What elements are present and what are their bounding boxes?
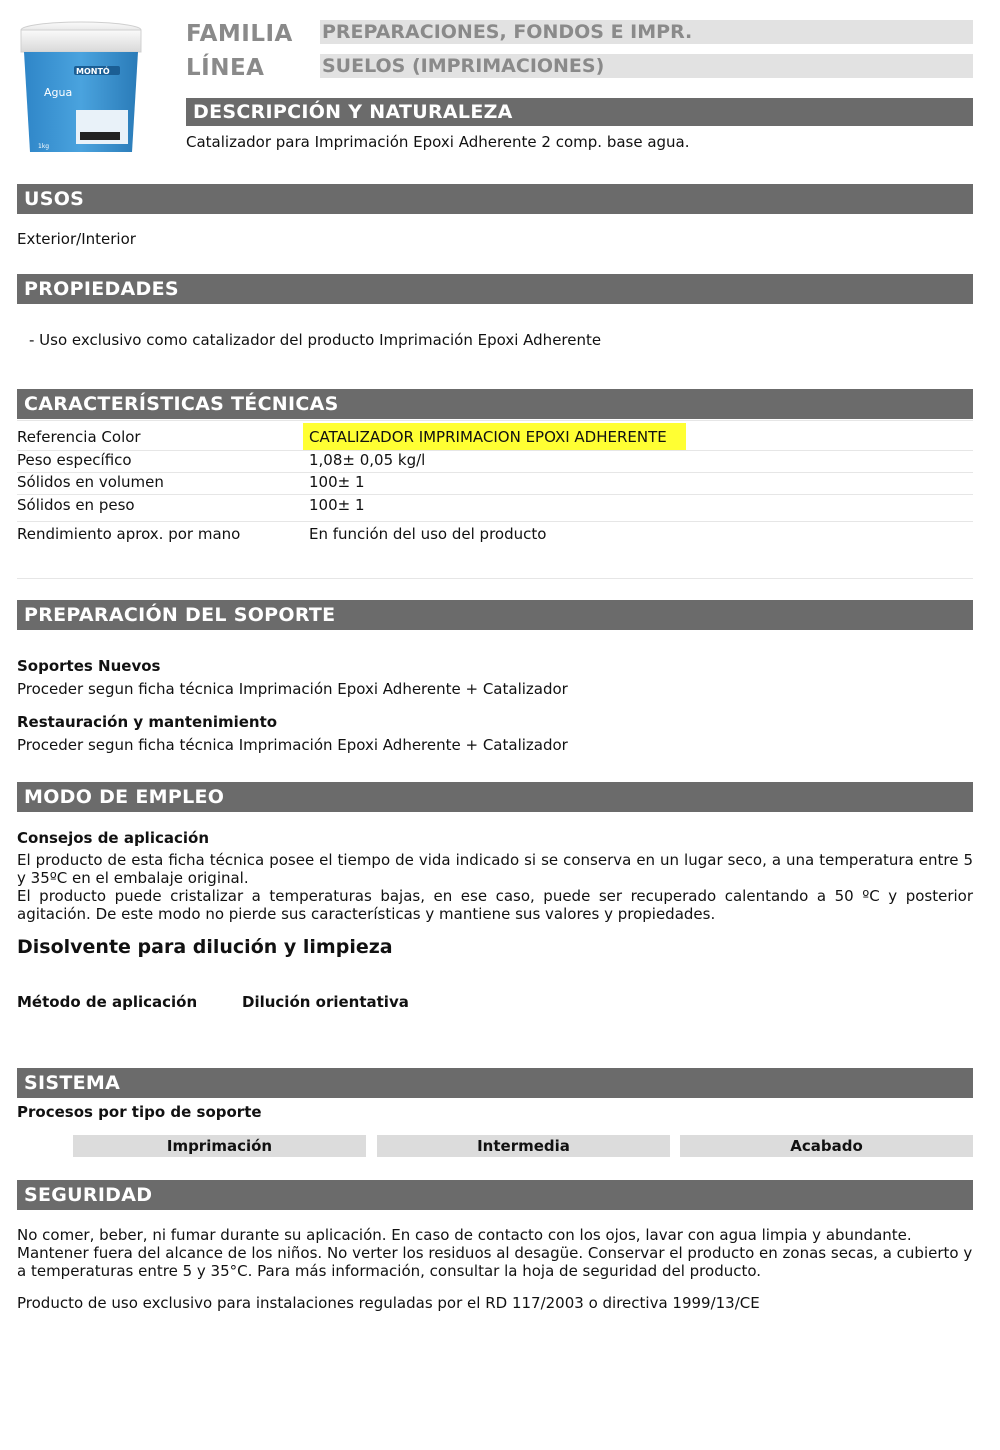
sistema-col-imprimacion: Imprimación	[73, 1135, 366, 1157]
size-text: 1kg	[38, 143, 50, 150]
seguridad-text-1: No comer, beber, ni fumar durante su aplicación. En caso de contacto con los ojos, lavar con agua limpia y abundante. Mantener fuera del alcance de los niños. No verter los residuos al desagüe. Conservar el producto en zonas secas, a cubierto y a temperaturas entre 5 y 35°C. Para más información, consultar la hoja de seguridad del producto.	[17, 1226, 973, 1280]
row-divider	[17, 521, 973, 522]
descripcion-text: Catalizador para Imprimación Epoxi Adherente 2 comp. base agua.	[186, 133, 690, 151]
modo-empleo-heading: MODO DE EMPLEO	[17, 782, 973, 812]
peso-especifico-value: 1,08± 0,05 kg/l	[309, 451, 426, 469]
seguridad-text-2: Producto de uso exclusivo para instalaciones reguladas por el RD 117/2003 o directiva 1999/13/CE	[17, 1294, 760, 1312]
soportes-nuevos-title: Soportes Nuevos	[17, 657, 161, 675]
restauracion-title: Restauración y mantenimiento	[17, 713, 278, 731]
consejos-text-2: El producto puede cristalizar a temperaturas bajas, en ese caso, puede ser recuperado calentando a 50 ºC y posterior agitación. De este modo no pierde sus características y mantiene sus valores y propiedades.	[17, 887, 973, 923]
label-text: Agua	[44, 86, 73, 99]
sistema-heading: SISTEMA	[17, 1068, 973, 1098]
familia-value: PREPARACIONES, FONDOS E IMPR.	[320, 20, 973, 44]
ref-color-value: CATALIZADOR IMPRIMACION EPOXI ADHERENTE	[309, 428, 667, 446]
linea-label: LÍNEA	[186, 55, 265, 81]
paint-bucket-icon	[14, 20, 148, 160]
solidos-volumen-value: 100± 1	[309, 473, 365, 491]
disolvente-title: Disolvente para dilución y limpieza	[17, 936, 393, 958]
sistema-col-acabado: Acabado	[680, 1135, 973, 1157]
solidos-peso-label: Sólidos en peso	[17, 496, 135, 514]
familia-label: FAMILIA	[186, 21, 293, 47]
peso-especifico-label: Peso específico	[17, 451, 132, 469]
caracteristicas-heading: CARACTERÍSTICAS TÉCNICAS	[17, 389, 973, 419]
row-divider	[17, 420, 973, 421]
procesos-title: Procesos por tipo de soporte	[17, 1103, 262, 1121]
descripcion-heading: DESCRIPCIÓN Y NATURALEZA	[186, 98, 973, 126]
propiedades-heading: PROPIEDADES	[17, 274, 973, 304]
dilucion-label: Dilución orientativa	[242, 993, 409, 1011]
row-divider	[17, 578, 973, 579]
rendimiento-value: En función del uso del producto	[309, 525, 547, 543]
row-divider	[17, 450, 973, 451]
usos-text: Exterior/Interior	[17, 230, 136, 248]
sistema-col-intermedia: Intermedia	[377, 1135, 670, 1157]
metodo-aplicacion-label: Método de aplicación	[17, 993, 198, 1011]
rendimiento-label: Rendimiento aprox. por mano	[17, 525, 241, 543]
row-divider	[17, 494, 973, 495]
consejos-text-1: El producto de esta ficha técnica posee el tiempo de vida indicado si se conserva en un lugar seco, a una temperatura entre 5 y 35ºC en el embalaje original.	[17, 851, 973, 887]
seguridad-heading: SEGURIDAD	[17, 1180, 973, 1210]
restauracion-text: Proceder segun ficha técnica Imprimación Epoxi Adherente + Catalizador	[17, 736, 568, 754]
soportes-nuevos-text: Proceder segun ficha técnica Imprimación Epoxi Adherente + Catalizador	[17, 680, 568, 698]
brand-text: MONTÓ	[76, 67, 110, 76]
ref-color-label: Referencia Color	[17, 428, 141, 446]
propiedades-text: - Uso exclusivo como catalizador del producto Imprimación Epoxi Adherente	[29, 331, 602, 349]
solidos-volumen-label: Sólidos en volumen	[17, 473, 164, 491]
product-image	[14, 20, 148, 160]
consejos-title: Consejos de aplicación	[17, 829, 209, 847]
solidos-peso-value: 100± 1	[309, 496, 365, 514]
linea-value: SUELOS (IMPRIMACIONES)	[320, 54, 973, 78]
preparacion-heading: PREPARACIÓN DEL SOPORTE	[17, 600, 973, 630]
usos-heading: USOS	[17, 184, 973, 214]
